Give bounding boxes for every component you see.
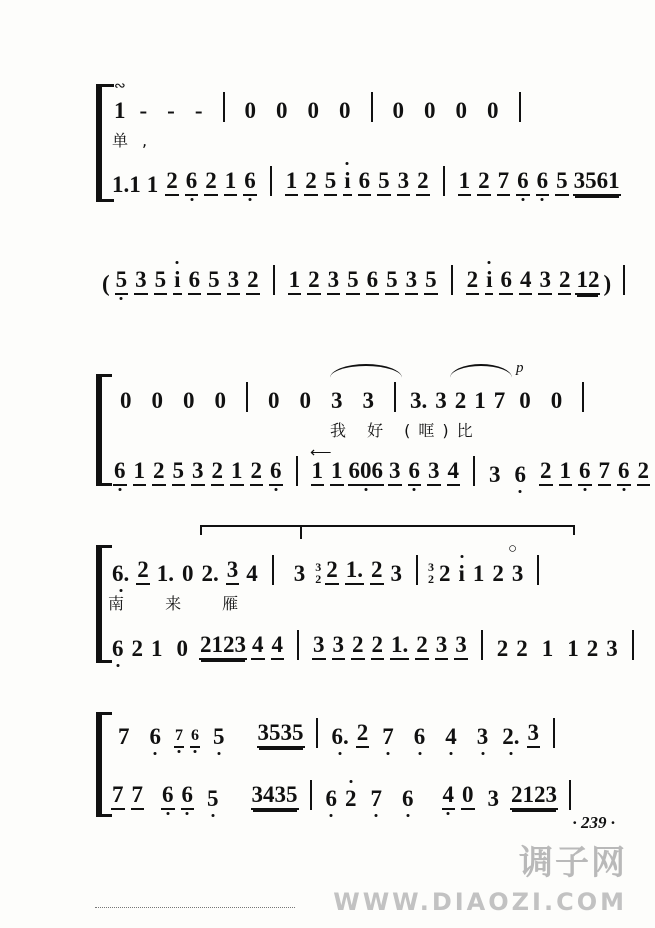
note: 6 xyxy=(536,169,550,196)
system-brace xyxy=(96,84,102,202)
note: 1 xyxy=(151,636,163,661)
note: 0 xyxy=(276,98,288,123)
note: 0 xyxy=(268,388,280,413)
barline xyxy=(273,265,275,295)
note: 5 xyxy=(324,169,338,196)
note: 6 xyxy=(325,786,337,811)
note: 1 xyxy=(224,169,238,196)
note: 1 xyxy=(472,561,485,586)
note: 3 xyxy=(606,636,618,661)
note: - xyxy=(194,98,203,123)
note: 3 xyxy=(538,268,552,295)
note: 6 xyxy=(408,459,422,486)
note: 3 xyxy=(427,459,441,486)
fermata-circle-icon: ○ xyxy=(508,541,518,557)
barline xyxy=(371,92,373,122)
barline xyxy=(582,382,584,412)
note: 3 xyxy=(390,561,402,586)
brace-top-tick xyxy=(96,374,112,377)
barline xyxy=(473,456,475,486)
phrase-bracket-tick xyxy=(200,525,202,535)
barline xyxy=(569,780,571,810)
note: 6 xyxy=(516,169,530,196)
note: 7 xyxy=(598,459,612,486)
note: 2 xyxy=(204,169,218,196)
note: 2 xyxy=(466,268,480,295)
note: 5 xyxy=(154,268,168,295)
watermark-url: WWW.DIAOZI.COM xyxy=(333,888,627,916)
note: 2. xyxy=(201,561,219,586)
note: 3 xyxy=(476,724,489,749)
system-5-upper-voice xyxy=(108,718,565,748)
note-group: 2123 xyxy=(199,633,247,660)
score-system-2 xyxy=(0,255,655,315)
barline xyxy=(519,92,521,122)
note: 1.1 xyxy=(112,172,141,197)
lyric-line: 南 来 雁 xyxy=(108,594,257,613)
note: 2 xyxy=(136,558,150,585)
brace-top-tick xyxy=(96,84,114,87)
note: 2 xyxy=(454,388,467,413)
system-brace xyxy=(96,545,102,663)
note: 0 xyxy=(299,388,311,413)
brace-bottom-tick xyxy=(96,660,112,663)
brace-top-tick xyxy=(96,712,112,715)
note: 5 xyxy=(115,268,129,295)
note: 0 xyxy=(550,388,563,413)
note: 0 xyxy=(182,561,194,586)
note: 0 xyxy=(424,98,436,123)
note: 3 xyxy=(397,169,411,196)
note: 2 xyxy=(371,633,385,660)
note: 1 xyxy=(559,459,573,486)
barline xyxy=(553,718,555,748)
note-group: 606 xyxy=(348,459,385,486)
system-5-lower-voice xyxy=(108,780,581,810)
note: 0 xyxy=(392,98,405,123)
note: 2 xyxy=(586,636,599,661)
note: 6 xyxy=(413,724,426,749)
lyric-line: 单, xyxy=(112,131,162,150)
note: 3 xyxy=(489,462,501,487)
note: 1 xyxy=(114,98,126,123)
arrow-left-icon: ⟵ xyxy=(310,445,332,461)
barline xyxy=(537,555,539,585)
grace-note: 3 2 xyxy=(315,560,322,586)
note: 3 xyxy=(191,459,205,486)
note: 3 xyxy=(527,721,541,748)
note: 0 xyxy=(151,388,163,413)
barline xyxy=(443,166,445,196)
note: 3 xyxy=(362,388,374,413)
note: 5 xyxy=(172,459,186,486)
note: 7 xyxy=(370,786,382,811)
note: 5 xyxy=(555,169,569,196)
note: 5 xyxy=(207,268,221,295)
brace-top-tick xyxy=(96,545,112,548)
note: 2 xyxy=(211,459,225,486)
note: 2 xyxy=(516,636,528,661)
note: 2 xyxy=(246,268,260,295)
brace-bottom-tick xyxy=(96,199,114,202)
note: 2 xyxy=(415,633,429,660)
note: 1 xyxy=(541,636,554,661)
note: 1 xyxy=(133,459,147,486)
note: 6 xyxy=(190,728,200,748)
note: 3 xyxy=(487,786,499,811)
note: 2 xyxy=(307,268,321,295)
note: 4 xyxy=(445,724,457,749)
note: 0 xyxy=(244,98,257,123)
note: 4 xyxy=(447,459,461,486)
note: 2 xyxy=(370,558,384,585)
note-group: 3435 xyxy=(251,783,299,810)
note: 2 xyxy=(558,268,572,295)
note: i xyxy=(485,268,493,295)
note: - xyxy=(167,98,175,123)
page-number: · 239 · xyxy=(572,813,615,832)
note: ) xyxy=(603,271,612,296)
note: 1 xyxy=(230,459,244,486)
note: 5 xyxy=(346,268,360,295)
note: 6 xyxy=(161,783,175,810)
note-group: 3535 xyxy=(257,721,305,748)
system-3-lower-voice xyxy=(110,456,655,486)
note: 7 xyxy=(497,169,511,196)
barline xyxy=(223,92,225,122)
note: 1 xyxy=(474,388,486,413)
note: 0 xyxy=(519,388,531,413)
note: 0 xyxy=(339,98,351,123)
note: 0 xyxy=(176,636,188,661)
note: 6. xyxy=(112,561,130,586)
note: 2 xyxy=(637,459,651,486)
system-1-lower-voice xyxy=(110,166,622,196)
note: 2 xyxy=(325,558,339,585)
note: 6 xyxy=(617,459,631,486)
note: 6 xyxy=(358,169,372,196)
barline xyxy=(451,265,453,295)
note: 0 xyxy=(461,783,475,810)
note: 6 xyxy=(181,783,195,810)
note: 6 xyxy=(269,459,283,486)
note: 2 xyxy=(416,169,430,196)
note: 6 xyxy=(149,724,161,749)
phrase-bracket-tick xyxy=(300,525,302,539)
note: 1. xyxy=(156,561,174,586)
note: i xyxy=(458,561,465,586)
slur xyxy=(450,364,512,378)
note: 6 xyxy=(112,636,124,661)
dynamic-p: p xyxy=(516,360,524,376)
trill-mark: ∾ xyxy=(114,79,126,94)
note: 1. xyxy=(345,558,364,585)
note: 3 xyxy=(435,633,449,660)
note: 6 xyxy=(185,169,199,196)
barline xyxy=(416,555,418,585)
brace-bottom-tick xyxy=(96,814,112,817)
note: 0 xyxy=(120,388,132,413)
note: 1 xyxy=(567,636,579,661)
note: ( xyxy=(102,271,110,296)
note: - xyxy=(139,98,148,123)
note: 6 xyxy=(514,462,526,487)
note: 7 xyxy=(174,728,184,748)
note: 6 xyxy=(402,786,414,811)
note: 1 xyxy=(458,169,472,196)
note: 6 xyxy=(366,268,380,295)
note: 2 xyxy=(351,633,365,660)
system-1-upper-voice xyxy=(110,92,531,122)
barline xyxy=(296,456,298,486)
note: 3 xyxy=(388,459,402,486)
note: 3 xyxy=(332,633,346,660)
note: 6 xyxy=(578,459,592,486)
note: 4 xyxy=(519,268,533,295)
note: 5 xyxy=(424,268,438,295)
note: 7 xyxy=(118,724,130,749)
note: 3 xyxy=(312,633,326,660)
note: 0 xyxy=(307,98,320,123)
note: 3. xyxy=(410,388,428,413)
note: 6 xyxy=(188,268,202,295)
note: 4 xyxy=(246,561,258,586)
note: 2 xyxy=(539,459,553,486)
note: i xyxy=(173,268,181,295)
note: 2 xyxy=(131,636,143,661)
note-group: 3561 xyxy=(573,169,621,196)
barline xyxy=(246,382,248,412)
note: 6. xyxy=(331,724,349,749)
note: 4 xyxy=(251,633,265,660)
note: 7 xyxy=(493,388,506,413)
note: 2 xyxy=(250,459,264,486)
note: 3 xyxy=(134,268,148,295)
slur xyxy=(330,364,402,378)
system-4-upper-voice xyxy=(108,555,549,585)
note: 5 xyxy=(213,724,225,749)
barline xyxy=(272,555,274,585)
phrase-bracket-tick xyxy=(573,525,575,535)
note: 4 xyxy=(271,633,285,660)
watermark-site-name: 调子网 xyxy=(519,843,627,883)
note: 1 xyxy=(288,268,302,295)
note: 5 xyxy=(385,268,399,295)
barline xyxy=(297,630,299,660)
note: 0 xyxy=(214,388,226,413)
barline xyxy=(481,630,483,660)
note: 2 xyxy=(492,561,504,586)
note: 5 xyxy=(377,169,391,196)
note: 1 xyxy=(311,459,325,486)
note: 2 xyxy=(439,561,451,586)
system-brace xyxy=(96,712,102,817)
score-system-4 xyxy=(0,525,655,665)
note: 6 xyxy=(499,268,513,295)
note: 2 xyxy=(477,169,491,196)
system-2-single-voice xyxy=(100,265,635,295)
note: 2 xyxy=(356,721,370,748)
barline xyxy=(316,718,318,748)
note: 1. xyxy=(390,633,409,660)
note: 3 xyxy=(454,633,468,660)
barline xyxy=(394,382,396,412)
note: 3 xyxy=(435,388,447,413)
note: 1 xyxy=(330,459,344,486)
system-brace xyxy=(96,374,102,486)
note: 6 xyxy=(243,169,257,196)
note: 3 xyxy=(293,561,306,586)
note: 2 xyxy=(496,636,509,661)
note: 3 xyxy=(327,268,341,295)
note: 1 xyxy=(146,172,159,197)
barline xyxy=(623,265,625,295)
system-3-upper-voice xyxy=(110,382,594,412)
grace-note: 3 2 xyxy=(428,560,434,586)
system-4-lower-voice xyxy=(108,630,644,660)
barline xyxy=(310,780,312,810)
note-group: 2123 xyxy=(510,783,558,810)
note: 2 xyxy=(345,786,357,811)
note: 2 xyxy=(152,459,166,486)
lyric-line: 我 好 (哐)比 xyxy=(330,421,481,440)
note: 4 xyxy=(442,783,456,810)
barline xyxy=(270,166,272,196)
note: 7 xyxy=(111,783,125,810)
note: i xyxy=(343,169,351,196)
phrase-bracket xyxy=(200,525,575,527)
score-system-1 xyxy=(0,70,655,205)
note: 2 xyxy=(165,169,179,196)
note: 3 xyxy=(227,268,241,295)
note: 0 xyxy=(183,388,195,413)
score-system-5 xyxy=(0,700,655,820)
note: 2. xyxy=(502,724,520,749)
note: 3 xyxy=(405,268,419,295)
note-group: 12 xyxy=(575,268,600,295)
note: 5 xyxy=(207,786,219,811)
note: 0 xyxy=(487,98,499,123)
score-system-3 xyxy=(0,360,655,495)
note: 1 xyxy=(285,169,299,196)
note: 0 xyxy=(455,98,468,123)
note: 2 xyxy=(304,169,318,196)
note: 3 xyxy=(511,561,524,586)
note: 7 xyxy=(382,724,394,749)
note: 3 xyxy=(331,388,343,413)
barline xyxy=(632,630,634,660)
note: 6 xyxy=(113,459,127,486)
note: 7 xyxy=(131,783,145,810)
footer-divider xyxy=(95,907,295,908)
note: 3 xyxy=(226,558,240,585)
